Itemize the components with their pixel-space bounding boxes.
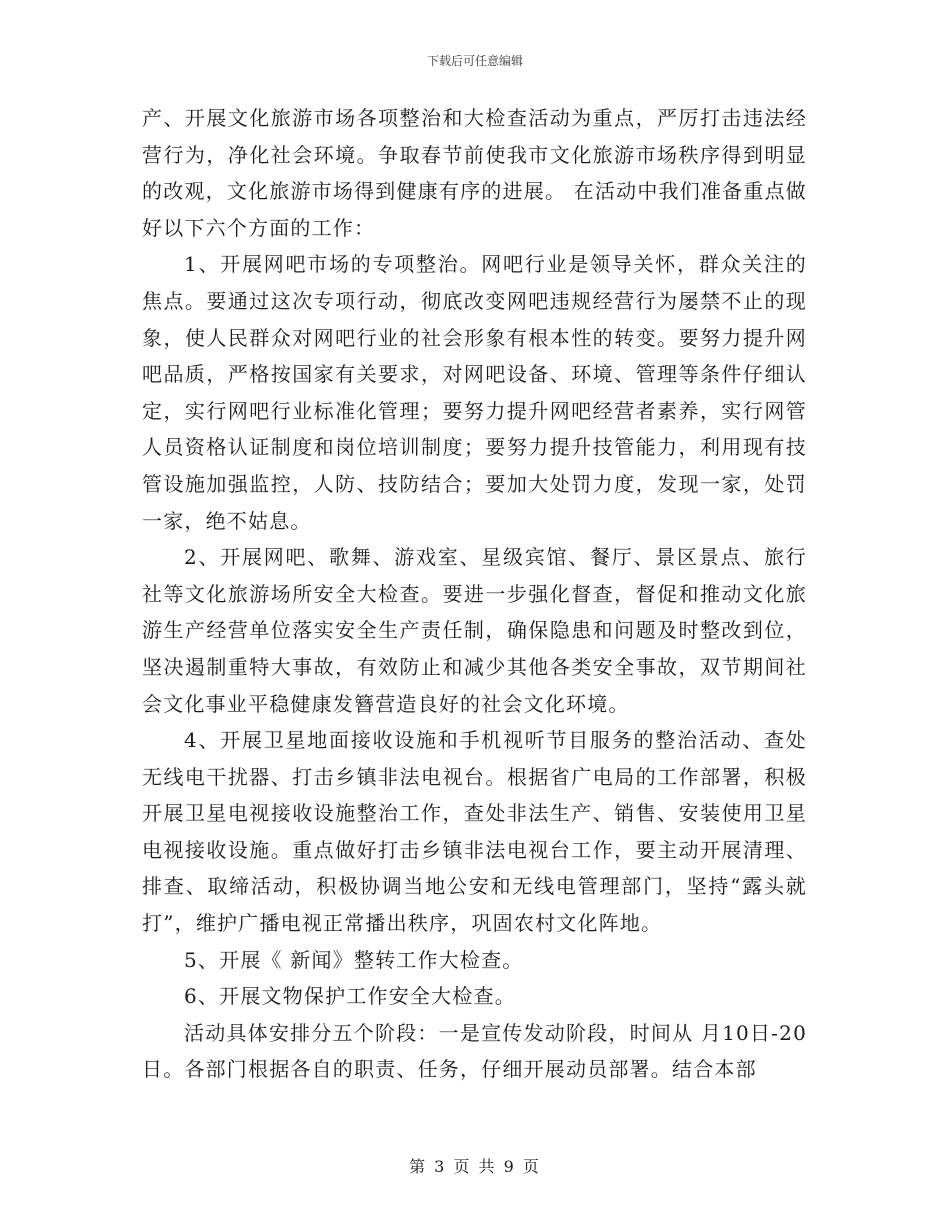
page-number-footer: 第 3 页 共 9 页 [409,1157,541,1176]
paragraph-item-1: 1、开展网吧市场的专项整治。网吧行业是领导关怀，群众关注的焦点。要通过这次专项行动，彻底改变网吧违规经营行为屡禁不止的现象，使人民群众对网吧行业的社会形象有根本性的转变。要努力提升网吧品质，严格按国家有关要求，对网吧设备、环境、管理等条件仔细认定，实行网吧行业标准化管理；要努力提升网吧经营者素养，实行网管人员资格认证制度和岗位培训制度；要努力提升技管能力，利用现有技管设施加强监控，人防、技防结合；要加大处罚力度，发现一家，处罚一家，绝不姑息。 [142,252,807,533]
document-body [142,100,807,1088]
paragraph-item-6: 6、开展文物保护工作安全大检查。 [184,984,516,1009]
page-header-note: 下载后可任意编辑 [426,54,523,68]
paragraph-item-5: 5、开展《 新闻》整转工作大检查。 [184,947,524,972]
paragraph-schedule: 活动具体安排分五个阶段：一是宣传发动阶段，时间从 月10日-20日。各部门根据各自的职责、任务，仔细开展动员部署。结合本部 [142,1020,807,1082]
paragraph-item-2: 2、开展网吧、歌舞、游戏室、星级宾馆、餐厅、景区景点、旅行社等文化旅游场所安全大检查。要进一步强化督查，督促和推动文化旅游生产经营单位落实安全生产责任制，确保隐患和问题及时整改到位，坚决遏制重特大事故，有效防止和减少其他各类安全事故，双节期间社会文化事业平稳健康发簪营造良好的社会文化环境。 [142,545,807,716]
paragraph-intro: 产、开展文化旅游市场各项整治和大检查活动为重点，严厉打击违法经营行为，净化社会环境。争取春节前使我市文化旅游市场秩序得到明显的改观，文化旅游市场得到健康有序的进展。 在活动中我们准备重点做好以下六个方面的工作： [142,106,807,240]
paragraph-item-4: 4、开展卫星地面接收设施和手机视听节目服务的整治活动、查处无线电干扰器、打击乡镇非法电视台。根据省广电局的工作部署，积极开展卫星电视接收设施整治工作，查处非法生产、销售、安装使用卫星电视接收设施。重点做好打击乡镇非法电视台工作，要主动开展清理、排查、取缔活动，积极协调当地公安和无线电管理部门，坚持“露头就打”，维护广播电视正常播出秩序，巩固农村文化阵地。 [142,728,807,936]
